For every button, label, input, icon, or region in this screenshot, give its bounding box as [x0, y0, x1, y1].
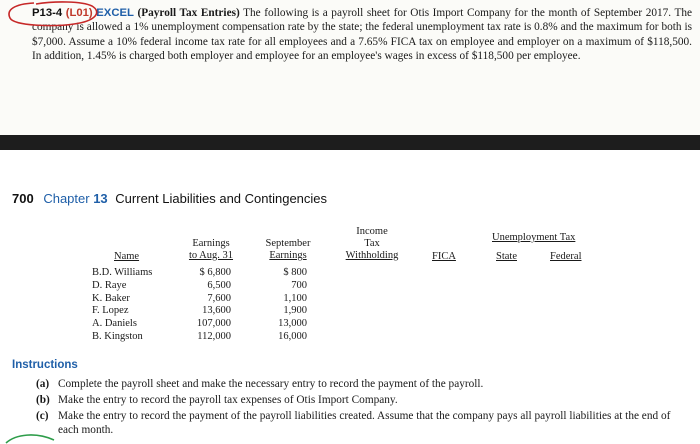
learning-objective: (L01)	[65, 7, 93, 19]
header-federal: Federal	[550, 251, 582, 262]
table-cell: 107,000	[196, 318, 231, 330]
table-cell: 700	[291, 279, 307, 291]
table-row: B.D. Williams	[92, 267, 153, 278]
table-cell: 1,900	[283, 305, 307, 317]
header-september: September Earnings	[265, 238, 311, 261]
header-fica: FICA	[432, 251, 456, 262]
excel-tag: EXCEL	[96, 7, 134, 19]
september-column	[262, 267, 307, 344]
problem-text: The following is a payroll sheet for Otis Import Company for the month of September 2017. The company is allowed a 1% unemployment compensation rate by the state; the federal unemployment tax rate is 0.8% and the maximum for both is $7,000. Assume a 10% federal income tax rate for all employees and a 7.65% FICA tax on employee and employer on a maximum of $118,500. In addition, 1.45% is charged both employer and employee for an employee's wages in excess of $118,500 per employee.	[32, 7, 693, 63]
name-column	[92, 267, 152, 344]
header-name: Name	[114, 251, 140, 262]
instructions-heading: Instructions	[12, 359, 78, 371]
table-row: F. Lopez	[92, 305, 129, 317]
chapter-label: Chapter 13	[43, 191, 108, 206]
table-row: B. Kingston	[92, 330, 143, 342]
earnings-column	[180, 267, 231, 344]
table-row: D. Raye	[92, 279, 127, 291]
handwritten-mark-icon	[2, 432, 62, 444]
header-income-tax: Income Tax Withholding	[345, 226, 399, 261]
header-earnings: Earnings to Aug. 31	[188, 238, 234, 261]
table-cell: 6,500	[207, 279, 231, 291]
page-header	[12, 191, 327, 206]
table-cell: $ 800	[283, 267, 307, 278]
header-unemployment: Unemployment Tax	[492, 232, 576, 243]
table-cell: 7,600	[207, 292, 231, 304]
page-number: 700	[12, 191, 34, 206]
table-cell: $ 6,800	[199, 267, 231, 278]
table-row: K. Baker	[92, 292, 130, 304]
page-divider	[0, 135, 700, 150]
table-cell: 13,600	[202, 305, 231, 317]
instruction-item: (c) Make the entry to record the payment of the payroll liabilities created. Assume that the company pays all payroll liabilities at the end of each month.	[36, 410, 671, 436]
table-cell: 1,100	[283, 292, 307, 304]
table-cell: 112,000	[197, 330, 231, 342]
table-cell: 16,000	[278, 330, 307, 342]
table-cell: 13,000	[278, 318, 307, 330]
table-row: A. Daniels	[92, 318, 137, 330]
header-state: State	[496, 251, 517, 262]
problem-statement	[32, 6, 692, 64]
problem-title: (Payroll Tax Entries)	[137, 7, 240, 19]
instruction-item: (a) Complete the payroll sheet and make the necessary entry to record the payment of the payroll.	[36, 378, 484, 390]
problem-code: P13-4	[32, 7, 63, 19]
chapter-title: Current Liabilities and Contingencies	[115, 191, 328, 206]
instruction-item: (b) Make the entry to record the payroll tax expenses of Otis Import Company.	[36, 394, 398, 406]
